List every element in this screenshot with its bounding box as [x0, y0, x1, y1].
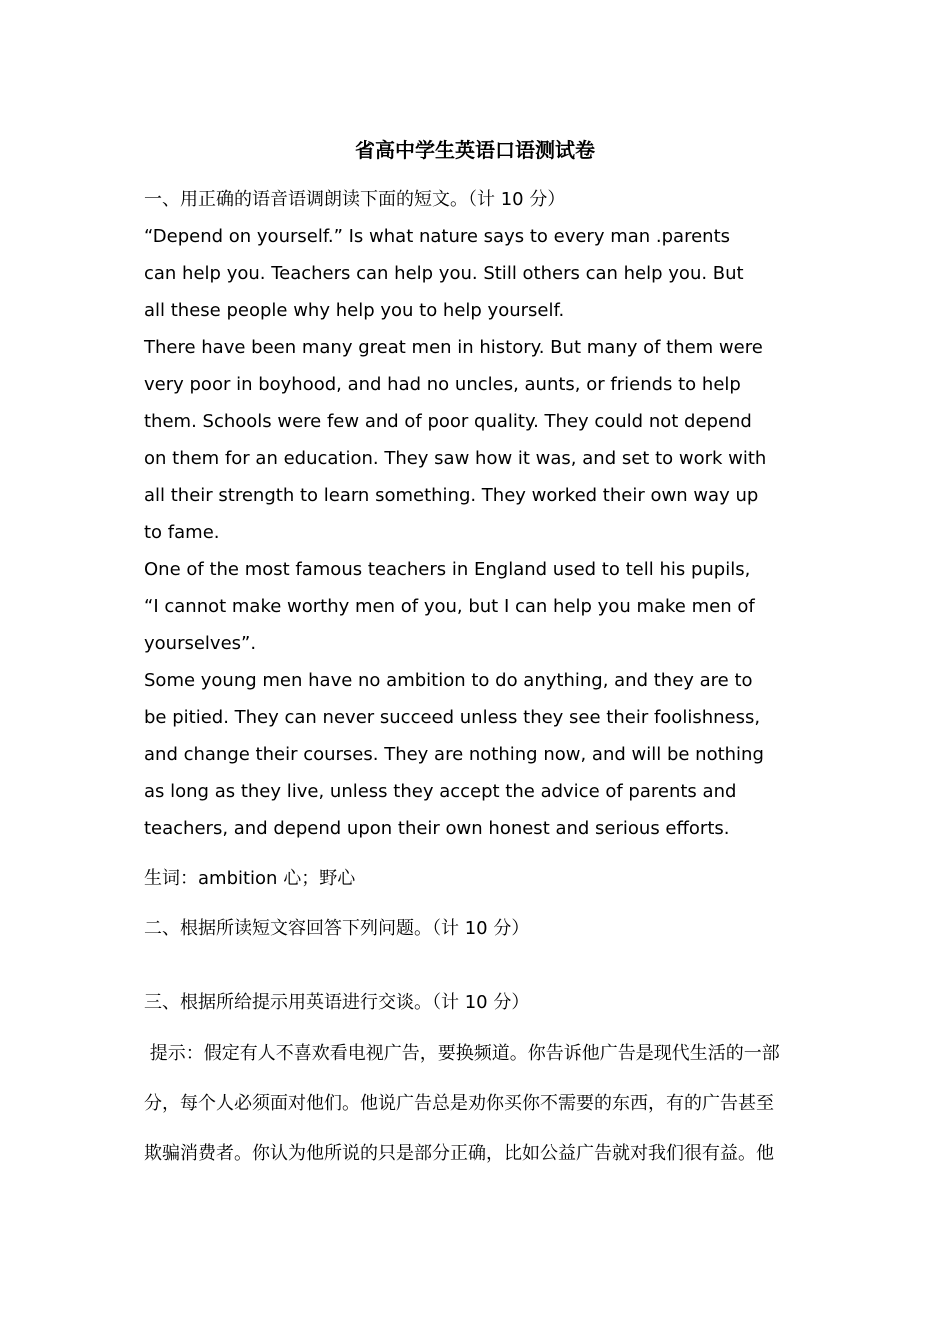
passage-line: teachers, and depend upon their own honest and serious efforts. [144, 818, 730, 839]
section3-heading: 三、根据所给提示用英语进行交谈。（计 10 分） [144, 992, 530, 1013]
passage-line: “I cannot make worthy men of you, but I can help you make men of [144, 596, 755, 617]
passage-line: One of the most famous teachers in England used to tell his pupils, [144, 559, 751, 580]
passage-line: “Depend on yourself.” Is what nature says to every man .parents [144, 226, 731, 247]
passage-line: to fame. [144, 522, 220, 543]
passage-line: all their strength to learn something. They worked their own way up [144, 485, 759, 506]
section2-heading: 二、根据所读短文容回答下列问题。（计 10 分） [144, 918, 530, 939]
passage-line: There have been many great men in history. But many of them were [144, 337, 763, 358]
hint-line: 欺骗消费者。你认为他所说的只是部分正确，比如公益广告就对我们很有益。他 [144, 1143, 774, 1164]
hint-line: 提示：假定有人不喜欢看电视广告，要换频道。你告诉他广告是现代生活的一部 [144, 1043, 780, 1064]
passage-line: yourselves”. [144, 633, 257, 654]
passage-line: on them for an education. They saw how it was, and set to work with [144, 448, 767, 469]
passage-line: be pitied. They can never succeed unless they see their foolishness, [144, 707, 761, 728]
passage-line: Some young men have no ambition to do anything, and they are to [144, 670, 753, 691]
section1-heading: 一、用正确的语音语调朗读下面的短文。（计 10 分） [144, 189, 566, 210]
page-title: 省高中学生英语口语测试卷 [355, 138, 595, 162]
passage-line: can help you. Teachers can help you. Still others can help you. But [144, 263, 744, 284]
hint-line: 分，每个人必须面对他们。他说广告总是劝你买你不需要的东西，有的广告甚至 [144, 1093, 774, 1114]
reading-passage [144, 218, 824, 847]
conversation-hint [144, 1029, 824, 1179]
vocabulary-note: 生词：ambition 心；野心 [144, 868, 356, 889]
passage-line: all these people why help you to help yourself. [144, 300, 565, 321]
passage-line: very poor in boyhood, and had no uncles, aunts, or friends to help [144, 374, 741, 395]
passage-line: them. Schools were few and of poor quality. They could not depend [144, 411, 752, 432]
passage-line: as long as they live, unless they accept the advice of parents and [144, 781, 737, 802]
passage-line: and change their courses. They are nothing now, and will be nothing [144, 744, 764, 765]
